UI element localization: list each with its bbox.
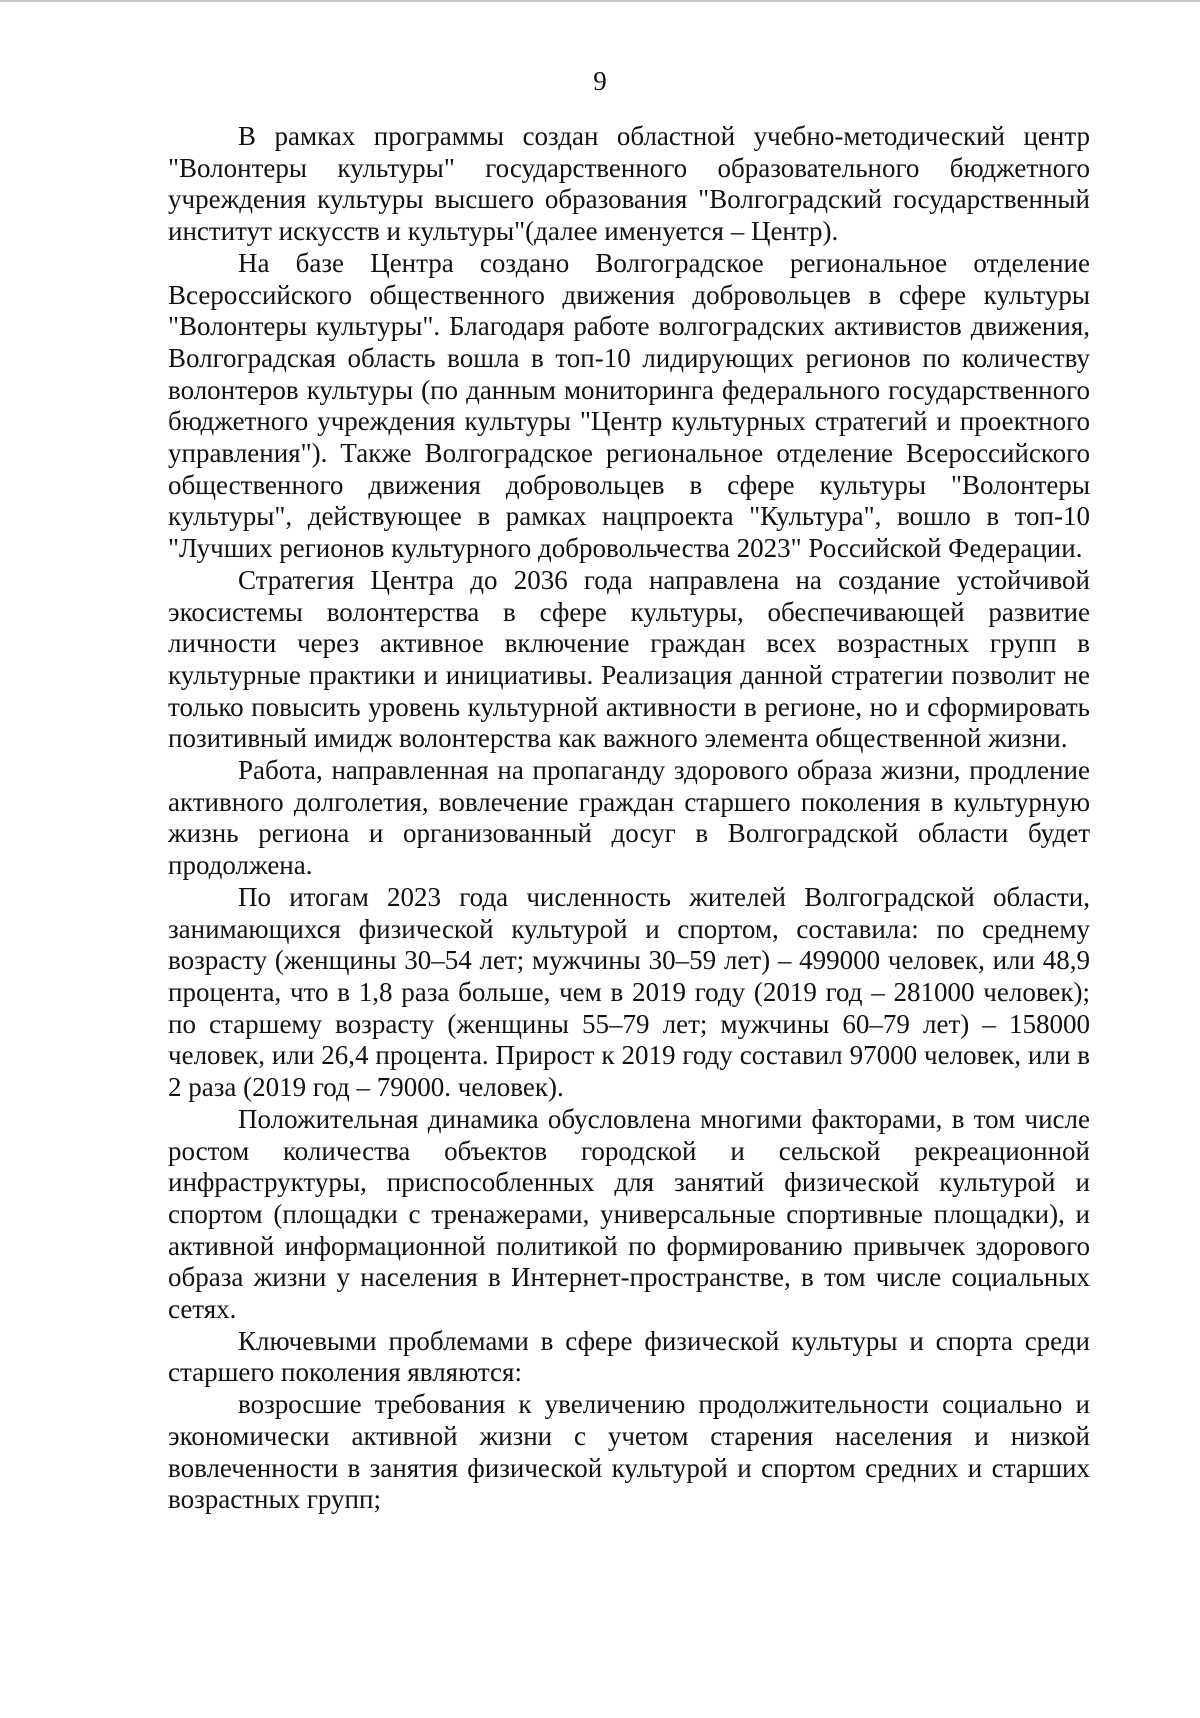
paragraph-strategy-2036: Стратегия Центра до 2036 года направлена на создание устойчивой экосистемы волонтерства в сфере культуры, обеспечивающей развитие личности через активное включение граждан всех возрастных групп в культурные практики и инициативы. Реализация данной стратегии позволит не только повысить уровень культурной активности в регионе, но и сформировать позитивный имидж волонтерства как важного элемента общественной жизни. (168, 564, 1090, 754)
paragraph-problem-item: возросшие требования к увеличению продолжительности социально и экономически активной жизни с учетом старения населения и низкой вовлеченности в занятия физической культурой и спортом средних и старших возрастных групп; (168, 1389, 1090, 1515)
paragraph-positive-dynamics: Положительная динамика обусловлена многими факторами, в том числе ростом количества объектов городской и сельской рекреационной инфраструктуры, приспособленных для занятий физической культурой и спортом (площадки с тренажерами, универсальные спортивные площадки), и активной информационной политикой по формированию привычек здорового образа жизни у населения в Интернет-пространстве, в том числе социальных сетях. (168, 1103, 1090, 1325)
paragraph-volunteer-center: В рамках программы создан областной учебно-методический центр "Волонтеры культуры" государственного образовательного бюджетного учреждения культуры высшего образования "Волгоградский государственный институт искусств и культуры"(далее именуется – Центр). (168, 121, 1090, 247)
paragraph-regional-branch: На базе Центра создано Волгоградское региональное отделение Всероссийского общественного движения добровольцев в сфере культуры "Волонтеры культуры". Благодаря работе волгоградских активистов движения, Волгоградская область вошла в топ-10 лидирующих регионов по количеству волонтеров культуры (по данным мониторинга федерального государственного бюджетного учреждения культуры "Центр культурных стратегий и проектного управления"). Также Волгоградское региональное отделение Всероссийского общественного движения добровольцев в сфере культуры "Волонтеры культуры", действующее в рамках нацпроекта "Культура", вошло в топ-10 "Лучших регионов культурного добровольчества 2023" Российской Федерации. (168, 247, 1090, 564)
paragraph-healthy-lifestyle: Работа, направленная на пропаганду здорового образа жизни, продление активного долголетия, вовлечение граждан старшего поколения в культурную жизнь региона и организованный досуг в Волгоградской области будет продолжена. (168, 755, 1090, 881)
paragraph-key-problems: Ключевыми проблемами в сфере физической культуры и спорта среди старшего поколения являются: (168, 1325, 1090, 1388)
document-body (168, 121, 1090, 1516)
page-number: 9 (593, 66, 607, 96)
paragraph-sport-statistics: По итогам 2023 года численность жителей Волгоградской области, занимающихся физической культурой и спортом, составила: по среднему возрасту (женщины 30–54 лет; мужчины 30–59 лет) – 499000 человек, или 48,9 процента, что в 1,8 раза больше, чем в 2019 году (2019 год – 281000 человек); по старшему возрасту (женщины 55–79 лет; мужчины 60–79 лет) – 158000 человек, или 26,4 процента. Прирост к 2019 году составил 97000 человек, или в 2 раза (2019 год – 79000. человек). (168, 881, 1090, 1103)
